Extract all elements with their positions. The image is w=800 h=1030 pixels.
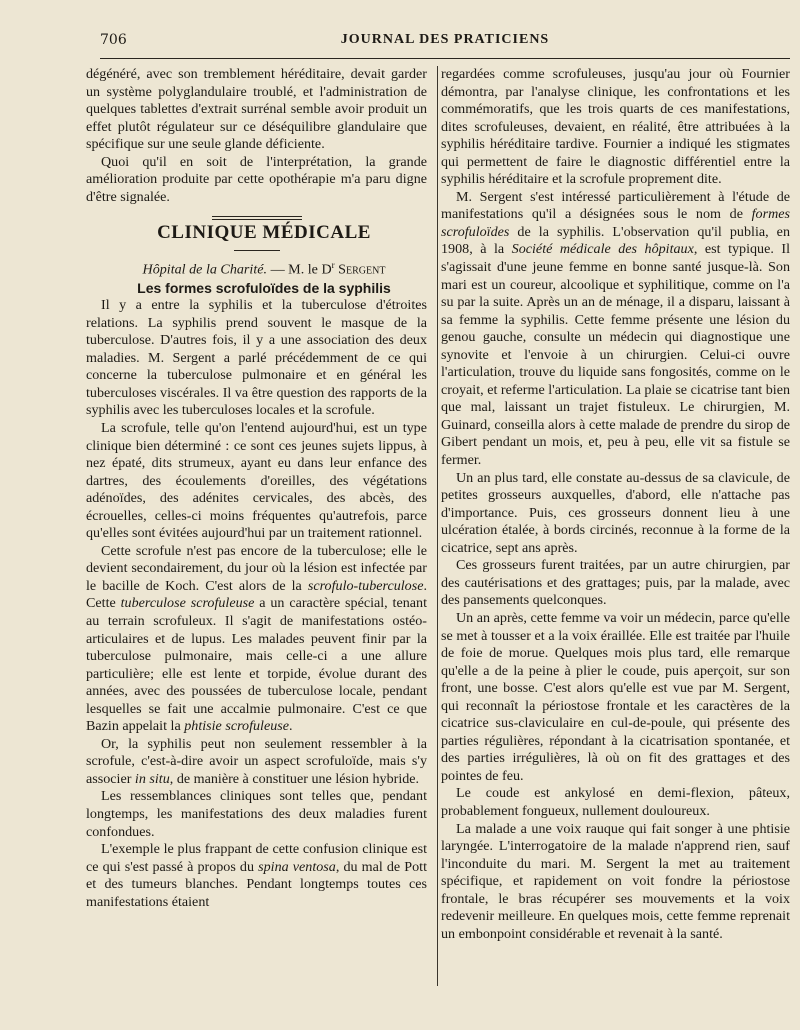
paragraph [86,543,427,736]
doctor-prefix: — M. le D [270,262,332,279]
text-run: . [289,718,293,735]
paragraph [86,841,427,911]
hospital-line [86,257,427,279]
italic-term: Société médicale des hôpitaux [511,241,694,258]
left-column [86,66,427,911]
paragraph: Un an après, cette femme va voir un médecin, parce qu'elle se met à tousser et a la voix éraillée. Elle est traitée par l'huile de foie de morue. Quelques mois plus tard, elle remarque qu'elle a de la peine à plier le coude, puis aperçoit, sur son front, une bosse. C'est alors qu'elle est vue par M. Sergent, qui reconnaît la périostose frontale et les caractères de la cicatrice sus-claviculaire en cul-de-poule, qui présente des parties régulières, répondant à la cicatrisation spontanée, et des parties irrégulières, là où on fit des grattages et des pointes de feu. [441,609,790,784]
paragraph: La scrofule, telle qu'on l'entend aujourd'hui, est un type clinique bien déterminé : ce sont ces jeunes sujets lippus, à nez épaté, dits strumeux, ayant eu dans leur enfance des dartres, des écoulements d'oreilles, des végétations adénoïdes, des adénites cervicales, des abcès, des écrouelles, celles-ci moins fréquentes qu'autrefois, parce qu'elles sont évitées aujourd'hui par un traitement rationnel. [86,419,427,542]
text-run: L'exemple le plus frappant de cette confusion clinique est ce qui s'est passé à propos du [86,841,427,875]
doctor-abbrev-sup: r [331,260,335,271]
right-column [441,66,790,943]
continuation-paragraph: dégénéré, avec son tremblement héréditaire, devait garder un système polyglandulaire troublé, et l'administration de quelques tablettes d'extrait surrénal semble avoir produit un effet plutôt régulateur sur ce déséquilibre glandulaire que spécifique sur une seule glande déficiente. [86,66,427,153]
continuation-paragraph: regardées comme scrofuleuses, jusqu'au jour où Fournier démontra, par l'analyse clinique, les confrontations et les commémoratifs, que les trois quarts de ces manifestations, dites scrofuleuses, devaient, en réalité, être attribuées à la syphilis héréditaire tardive. Fournier a indiqué les stigmates qui permettent de faire le diagnostic différentiel entre la syphilis héréditaire et la scrofule proprement dite. [441,66,790,188]
journal-title: JOURNAL DES PRATICIENS [340,32,550,47]
hospital-name: Hôpital de la Charité. [142,262,268,279]
paragraph: Quoi qu'il en soit de l'interprétation, la grande amélioration produite par cette opothérapie m'a paru digne d'être signalée. [86,153,427,205]
header-rule [100,58,790,59]
paragraph: Ces grosseurs furent traitées, par un autre chirurgien, par des cautérisations et des grattages; puis, par la malade, avec des pansements quelconques. [441,557,790,609]
paragraph: La malade a une voix rauque qui fait songer à une phtisie laryngée. L'interrogatoire de la malade n'apprend rien, sauf l'inconduite du mari. M. Sergent la met au traitement spécifique, et rapidement on voit fondre la périostose frontale, le bras récupérer ses mouvements et la voix redevenir meilleure. En quelques mois, cette femme reprenait un embonpoint considérable et revenait à la santé. [441,820,790,942]
column-divider [437,66,438,986]
page-number: 706 [100,32,127,48]
paragraph [86,736,427,789]
italic-term: scrofulo-tuberculose [307,577,424,594]
italic-term: tuberculose scrofuleuse [120,595,255,612]
page-header [100,32,790,54]
italic-term: phtisie scrofuleuse [184,718,290,735]
paragraph [441,189,790,470]
doctor-name: Sergent [338,262,386,279]
section-title: CLINIQUE MÉDICALE [157,222,371,244]
text-run: , est typique. Il s'agissait d'une jeune femme en bonne santé jusque-là. Son mari est un coureur, alcoolique et syphilitique, comme on l'a su par la suite. Après un an de ménage, il a disparu, laissant à sa femme la syphilis. Cette femme présente une lésion du genou gauche, consulte un médecin qui diagnostique une synovite et l'envoie à un chirurgien. Celui-ci ouvre l'articulation, trouve du liquide sans fongosités, comme on le croyait, et referme l'articulation. La plaie se cicatrise tant bien que mal, laissant un trajet fistuleux. Le chirurgien, M. Guinard, conseilla alors à cette malade de prendre du sirop de Gibert pendant un mois, et, peu à peu, elle vit sa fistule se fermer. [441,241,790,469]
italic-term: formes scrofuloïdes [441,206,790,240]
text-run: de la syphilis. L'observation qu'il publia, en 1908, à la [441,223,790,258]
text-run: , du mal de Pott et des tumeurs blanches. Pendant longtemps toutes ces manifestations étaient [86,858,428,910]
text-run: Cette scrofule n'est pas encore de la tuberculose; elle le devient secondairement, du jour où la lésion est infectée par le bacille de Koch. C'est alors de la [86,542,427,594]
text-run: M. Sergent s'est intéressé particulièrement à l'étude de manifestations qu'il a désignées sous le nom de [441,188,790,223]
text-run: Or, la syphilis peut non seulement ressembler à la scrofule, c'est-à-dire avoir un aspect scrofuloïde, mais s'y associer [86,735,427,787]
paragraph: Il y a entre la syphilis et la tuberculose d'étroites relations. La syphilis prend souvent le masque de la tuberculose. D'autres fois, il y a une association des deux maladies. M. Sergent a parlé précédemment de ce qui concerne la tuberculose pulmonaire et en général les tuberculoses viscérales. Il va être question des rapports de la syphilis avec les tuberculoses locales et la scrofule. [86,297,427,419]
text-run: . Cette [86,577,427,612]
text-run: a un caractère spécial, tenant au terrain scrofuleux. Il s'agit de manifestations ostéo-articulaires et de lupus. Les malades peuvent finir par la tuberculose pulmonaire, mais celle-ci a une allure particulière; elle est lente et torpide, évolue durant des années, avec des poussées de tuberculose locale, pendant lesquelles se fait une accalmie pulmonaire. C'est ce que Bazin appelait la [86,595,427,735]
italic-term: in situ [134,770,170,787]
paragraph: Le coude est ankylosé en demi-flexion, pâteux, probablement fongueux, nullement douloureux. [441,785,790,819]
paragraph: Un an plus tard, elle constate au-dessus de sa clavicule, de petites grosseurs auxquelles, d'abord, elle n'attache pas d'importance. Puis, ces grosseurs donnent lieu à une ulcération étalée, à bords circinés, reconnue à la forme de la cicatrice, sept ans après. [441,469,790,556]
italic-term: spina ventosa [258,858,336,875]
article-title: Les formes scrofuloïdes de la syphilis [137,279,391,296]
paragraph: Les ressemblances cliniques sont telles que, pendant longtemps, les manifestations des deux maladies furent confondues. [86,788,427,840]
section-underline [234,250,280,251]
text-run: , de manière à constituer une lésion hybride. [169,770,420,787]
